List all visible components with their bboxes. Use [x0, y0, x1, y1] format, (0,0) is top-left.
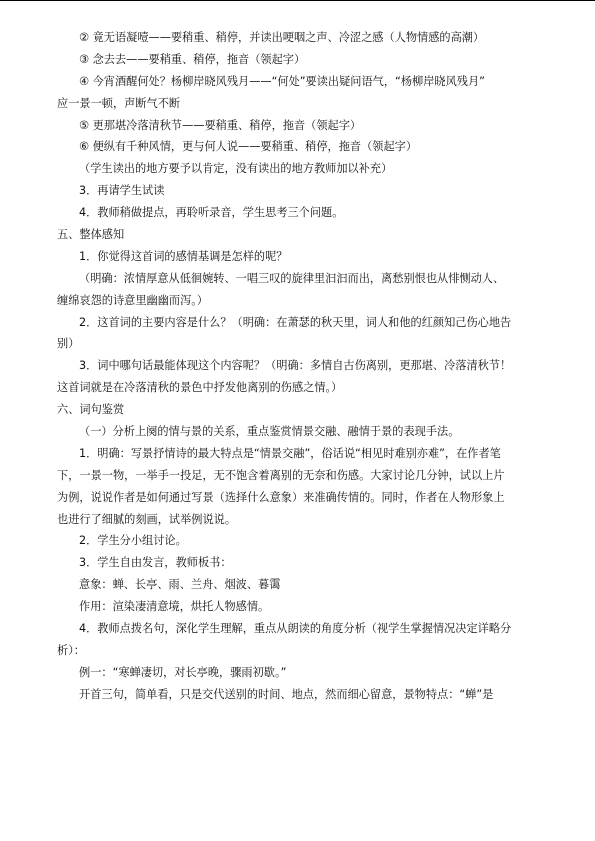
text-line: 2．这首词的主要内容是什么？（明确：在萧瑟的秋天里，词人和他的红颜知己伤心地告 [79, 315, 512, 329]
text-line: （明确：浓情厚意从低徊婉转、一唱三叹的旋律里汩汩而出，离愁别恨也从悱恻动人、 [79, 271, 505, 285]
text-line: （学生读出的地方要予以肯定，没有读出的地方教师加以补充） [79, 162, 393, 176]
text-line: 3．词中哪句话最能体现这个内容呢？（明确：多情自古伤离别，更那堪、冷落清秋节！ [79, 359, 512, 373]
text-line: 4．教师点拨名句，深化学生理解，重点从朗读的角度分析（视学生掌握情况决定详略分 [79, 622, 512, 636]
text-line: 别） [57, 337, 80, 351]
text-line: 为例，说说作者是如何通过写景（选择什么意象）来准确传情的。同时，作者在人物形象上 [57, 490, 505, 504]
text-line: 应一景一顿，声断气不断 [57, 96, 181, 110]
text-line: （一）分析上阕的情与景的关系，重点鉴赏情景交融、融情于景的表现手法。 [79, 425, 460, 439]
text-line: ⑤ 更那堪冷落清秋节——要稍重、稍停，拖音（领起字） [79, 118, 362, 132]
text-line: ② 竟无语凝噎——要稍重、稍停，并读出哽咽之声、冷涩之感（人物情感的高潮） [79, 31, 485, 44]
text-line: 下，一景一物，一举手一投足，无不饱含着离别的无奈和伤感。大家讨论几分钟，试以上片 [57, 468, 505, 482]
text-line: 3．学生自由发言，教师板书： [79, 556, 232, 570]
header-rule [0, 0, 595, 1]
text-line: 1．明确：写景抒情诗的最大特点是“情景交融”，俗话说“相见时难别亦难”，在作者笔 [79, 446, 501, 460]
text-line: ④ 今宵酒醒何处？杨柳岸晓风残月——“何处”要读出疑问语气，“杨柳岸晓风残月” [79, 74, 485, 88]
document-body [57, 27, 543, 706]
section-heading: 六、词句鉴赏 [57, 403, 125, 417]
text-line: 也进行了细腻的刻画，试举例说说。 [57, 512, 237, 526]
text-line: 3．再请学生试读 [79, 184, 165, 198]
text-line: 作用：渲染凄清意境，烘托人物感情。 [79, 600, 270, 614]
text-line: 意象：蝉、长亭、雨、兰舟、烟波、暮霭 [79, 578, 281, 592]
text-line: ⑥ 便纵有千种风情，更与何人说——要稍重、稍停，拖音（领起字） [79, 140, 418, 154]
text-line: 例一：“寒蝉凄切，对长亭晚，骤雨初歇。” [79, 665, 287, 679]
text-line: 缠绵哀怨的诗意里幽幽而泻。） [57, 293, 209, 307]
section-heading: 五、整体感知 [57, 228, 125, 242]
text-line: 2．学生分小组讨论。 [79, 534, 187, 548]
text-line: 析）： [57, 643, 85, 657]
text-line: 1．你觉得这首词的感情基调是怎样的呢？ [79, 249, 288, 263]
text-line: 开首三句，简单看，只是交代送别的时间、地点，然而细心留意，景物特点：“蝉”是 [79, 687, 494, 701]
text-line: ③ 念去去——要稍重、稍停，拖音（领起字） [79, 52, 306, 66]
text-line: 这首词就是在冷落清秋的景色中抒发他离别的伤感之情。） [57, 381, 343, 395]
text-line: 4．教师稍做提点，再聆听录音，学生思考三个问题。 [79, 206, 344, 220]
